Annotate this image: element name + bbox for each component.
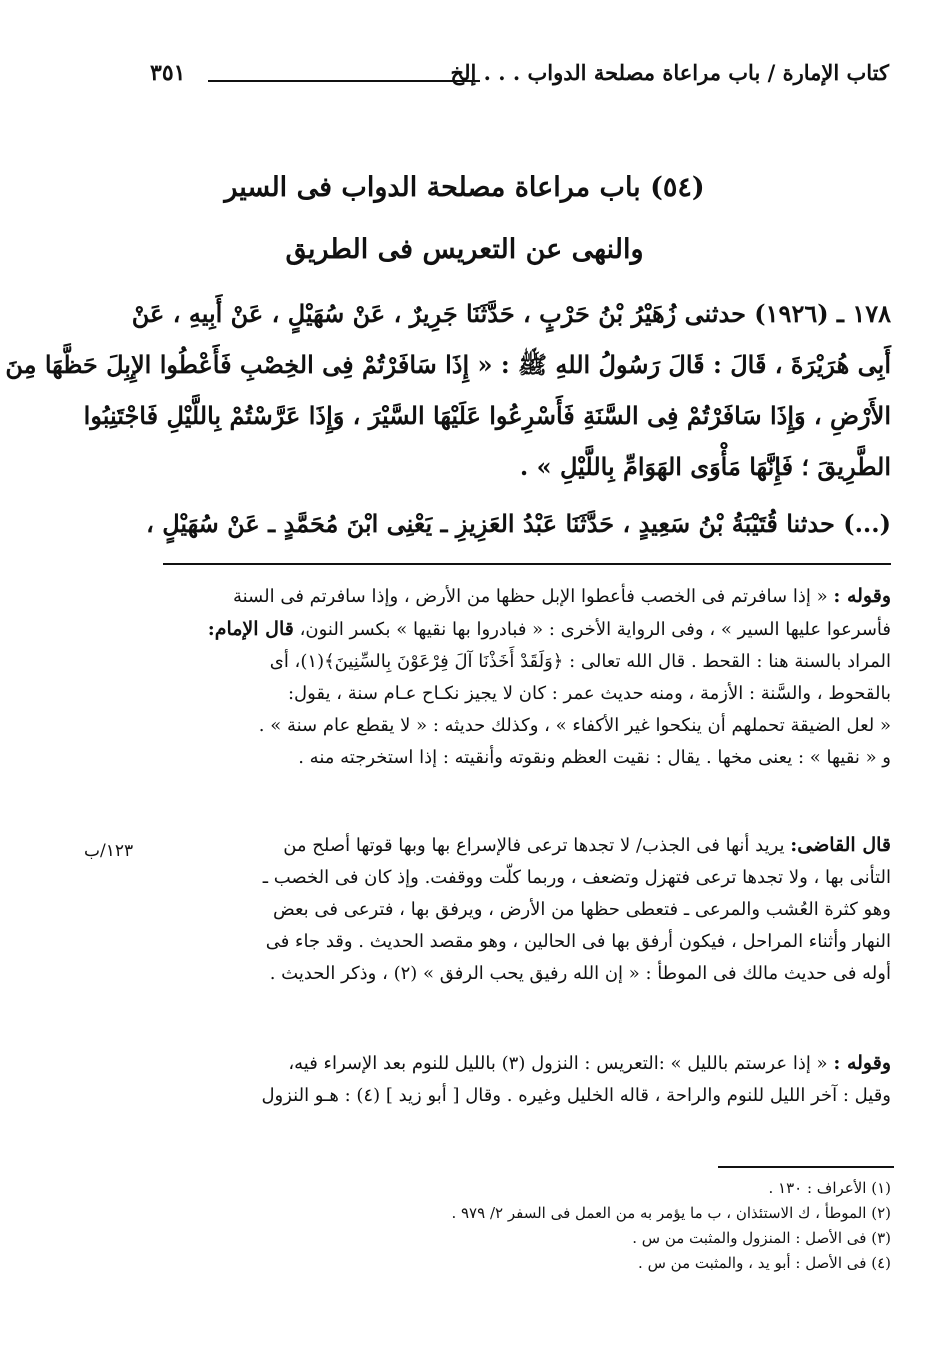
inline-label: قال الإمام: <box>207 618 294 640</box>
commentary-line: وقيل : آخر الليل للنوم والراحة ، قاله الخليل وغيره . وقال [ أبو زيد ] (٤) : هـو النزول <box>261 1085 891 1106</box>
commentary-lead: قال القاضى: <box>790 834 891 856</box>
commentary-line: وهو كثرة العُشب والمرعى ـ فتعطى حظها من الأرض ، ويرفق بها ، فترعى فى بعض <box>272 899 891 920</box>
text-divider <box>163 563 891 565</box>
commentary-line: المراد بالسنة هنا : القحط . قال الله تعالى : ﴿وَلَقَدْ أَخَذْنَا آلَ فِرْعَوْنَ بِالسِّنِينَ﴾(١)، أى <box>269 651 891 672</box>
page-number: ٣٥١ <box>150 60 186 86</box>
footnote: (١) الأعراف : ١٣٠ . <box>768 1179 891 1197</box>
commentary-line: التأنى بها ، ولا تجدها ترعى فتهزل وتضعف ، وربما كلّت ووقفت. وإذ كان فى الخصب ـ <box>262 867 891 888</box>
hadith-line: الطَّرِيقَ ؛ فَإِنَّهَا مَأْوَى الهَوَامِّ بِاللَّيْلِ » . <box>519 452 891 481</box>
hadith-line: الأَرْضِ ، وَإِذَا سَافَرْتُمْ فِى السَّنَةِ فَأَسْرِعُوا عَلَيْهَا السَّيْرَ ، وَإِذَا عَرَّسْتُمْ بِاللَّيْلِ فَاجْتَنِبُوا <box>83 401 891 430</box>
commentary-line: وقوله : « إذا سافرتم فى الخصب فأعطوا الإبل حظها من الأرض ، وإذا سافرتم فى السنة <box>232 585 891 607</box>
page-header <box>150 58 889 98</box>
manuscript-folio-note: ١٢٣/ب <box>84 841 134 861</box>
commentary-paragraph-3 <box>158 1047 891 1112</box>
commentary-line: « لعل الضيقة تحملهم أن ينكحوا غير الأكفاء » ، وكذلك حديثه : « لا يقطع عام سنة » . <box>258 715 891 736</box>
footnote: (٢) الموطأ ، ك الاستئذان ، ب ما يؤمر به من العمل فى السفر ٢/ ٩٧٩ . <box>451 1204 891 1222</box>
chapter-title: (٥٤) باب مراعاة مصلحة الدواب فى السير <box>224 172 705 203</box>
hadith-line: ١٧٨ ـ (١٩٢٦) حدثنى زُهَيْرُ بْنُ حَرْبٍ ، حَدَّثَنَا جَرِيرٌ ، عَنْ سُهَيْلٍ ، عَنْ أَبِيهِ ، عَنْ <box>131 299 891 328</box>
hadith-line: أَبِى هُرَيْرَةَ ، قَالَ : قَالَ رَسُولُ اللهِ ﷺ : « إِذَا سَافَرْتُمْ فِى الخِصْبِ فَأَعْطُوا الإِبِلَ حَظَّهَا مِنَ <box>5 350 891 379</box>
footnote: (٤) فى الأصل : أبو يد ، والمثبت من س . <box>638 1254 891 1272</box>
commentary-lead: وقوله : <box>833 585 891 607</box>
commentary-line: أوله فى حديث مالك فى الموطأ : « إن الله رفيق يحب الرفق » (٢) ، وذكر الحديث . <box>269 963 891 984</box>
commentary-line: فأسرعوا عليها السير » ، وفى الرواية الأخرى : « فبادروا بها نقيها » بكسر النون، قال الإمام: <box>207 618 891 640</box>
commentary-lead: وقوله : <box>833 1052 891 1074</box>
commentary-line: و « نقيها » : يعنى مخها . يقال : نقيت العظم ونقوته وأنقيته : إذا استخرجته منه . <box>298 747 891 768</box>
commentary-paragraph-1 <box>158 580 891 774</box>
hadith-chain-line: (...) حدثنا قُتَيْبَةُ بْنُ سَعِيدٍ ، حَدَّثَنَا عَبْدُ العَزِيزِ ـ يَعْنِى ابْنَ مُحَمَّدٍ ـ عَنْ سُهَيْلٍ ، <box>146 509 891 538</box>
chapter-subtitle: والنهى عن التعريس فى الطريق <box>285 234 644 265</box>
footnote-rule <box>718 1166 894 1168</box>
running-title: كتاب الإمارة / باب مراعاة مصلحة الدواب . . . إلخ <box>450 60 889 85</box>
commentary-paragraph-2 <box>158 829 891 990</box>
commentary-line: بالقحوط ، والسَّنة : الأزمة ، ومنه حديث عمر : كان لا يجيز نكـاح عـام سنة ، يقول: <box>287 683 891 704</box>
commentary-line: قال القاضى: يريد أنها فى الجذب/ لا تجدها ترعى فالإسراع بها وبها قوتها أصلح من <box>283 834 891 856</box>
footnotes <box>300 1176 891 1276</box>
commentary-line: وقوله : « إذا عرستم بالليل » :التعريس : النزول (٣) بالليل للنوم بعد الإسراء فيه، <box>288 1052 891 1074</box>
footnote: (٣) فى الأصل : المنزول والمثبت من س . <box>632 1229 891 1247</box>
header-rule <box>208 80 480 82</box>
commentary-line: النهار وأثناء المراحل ، فيكون أرفق بها فى الحالين ، وهو مقصد الحديث . وقد جاء فى <box>265 931 891 952</box>
hadith-text <box>5 288 891 549</box>
